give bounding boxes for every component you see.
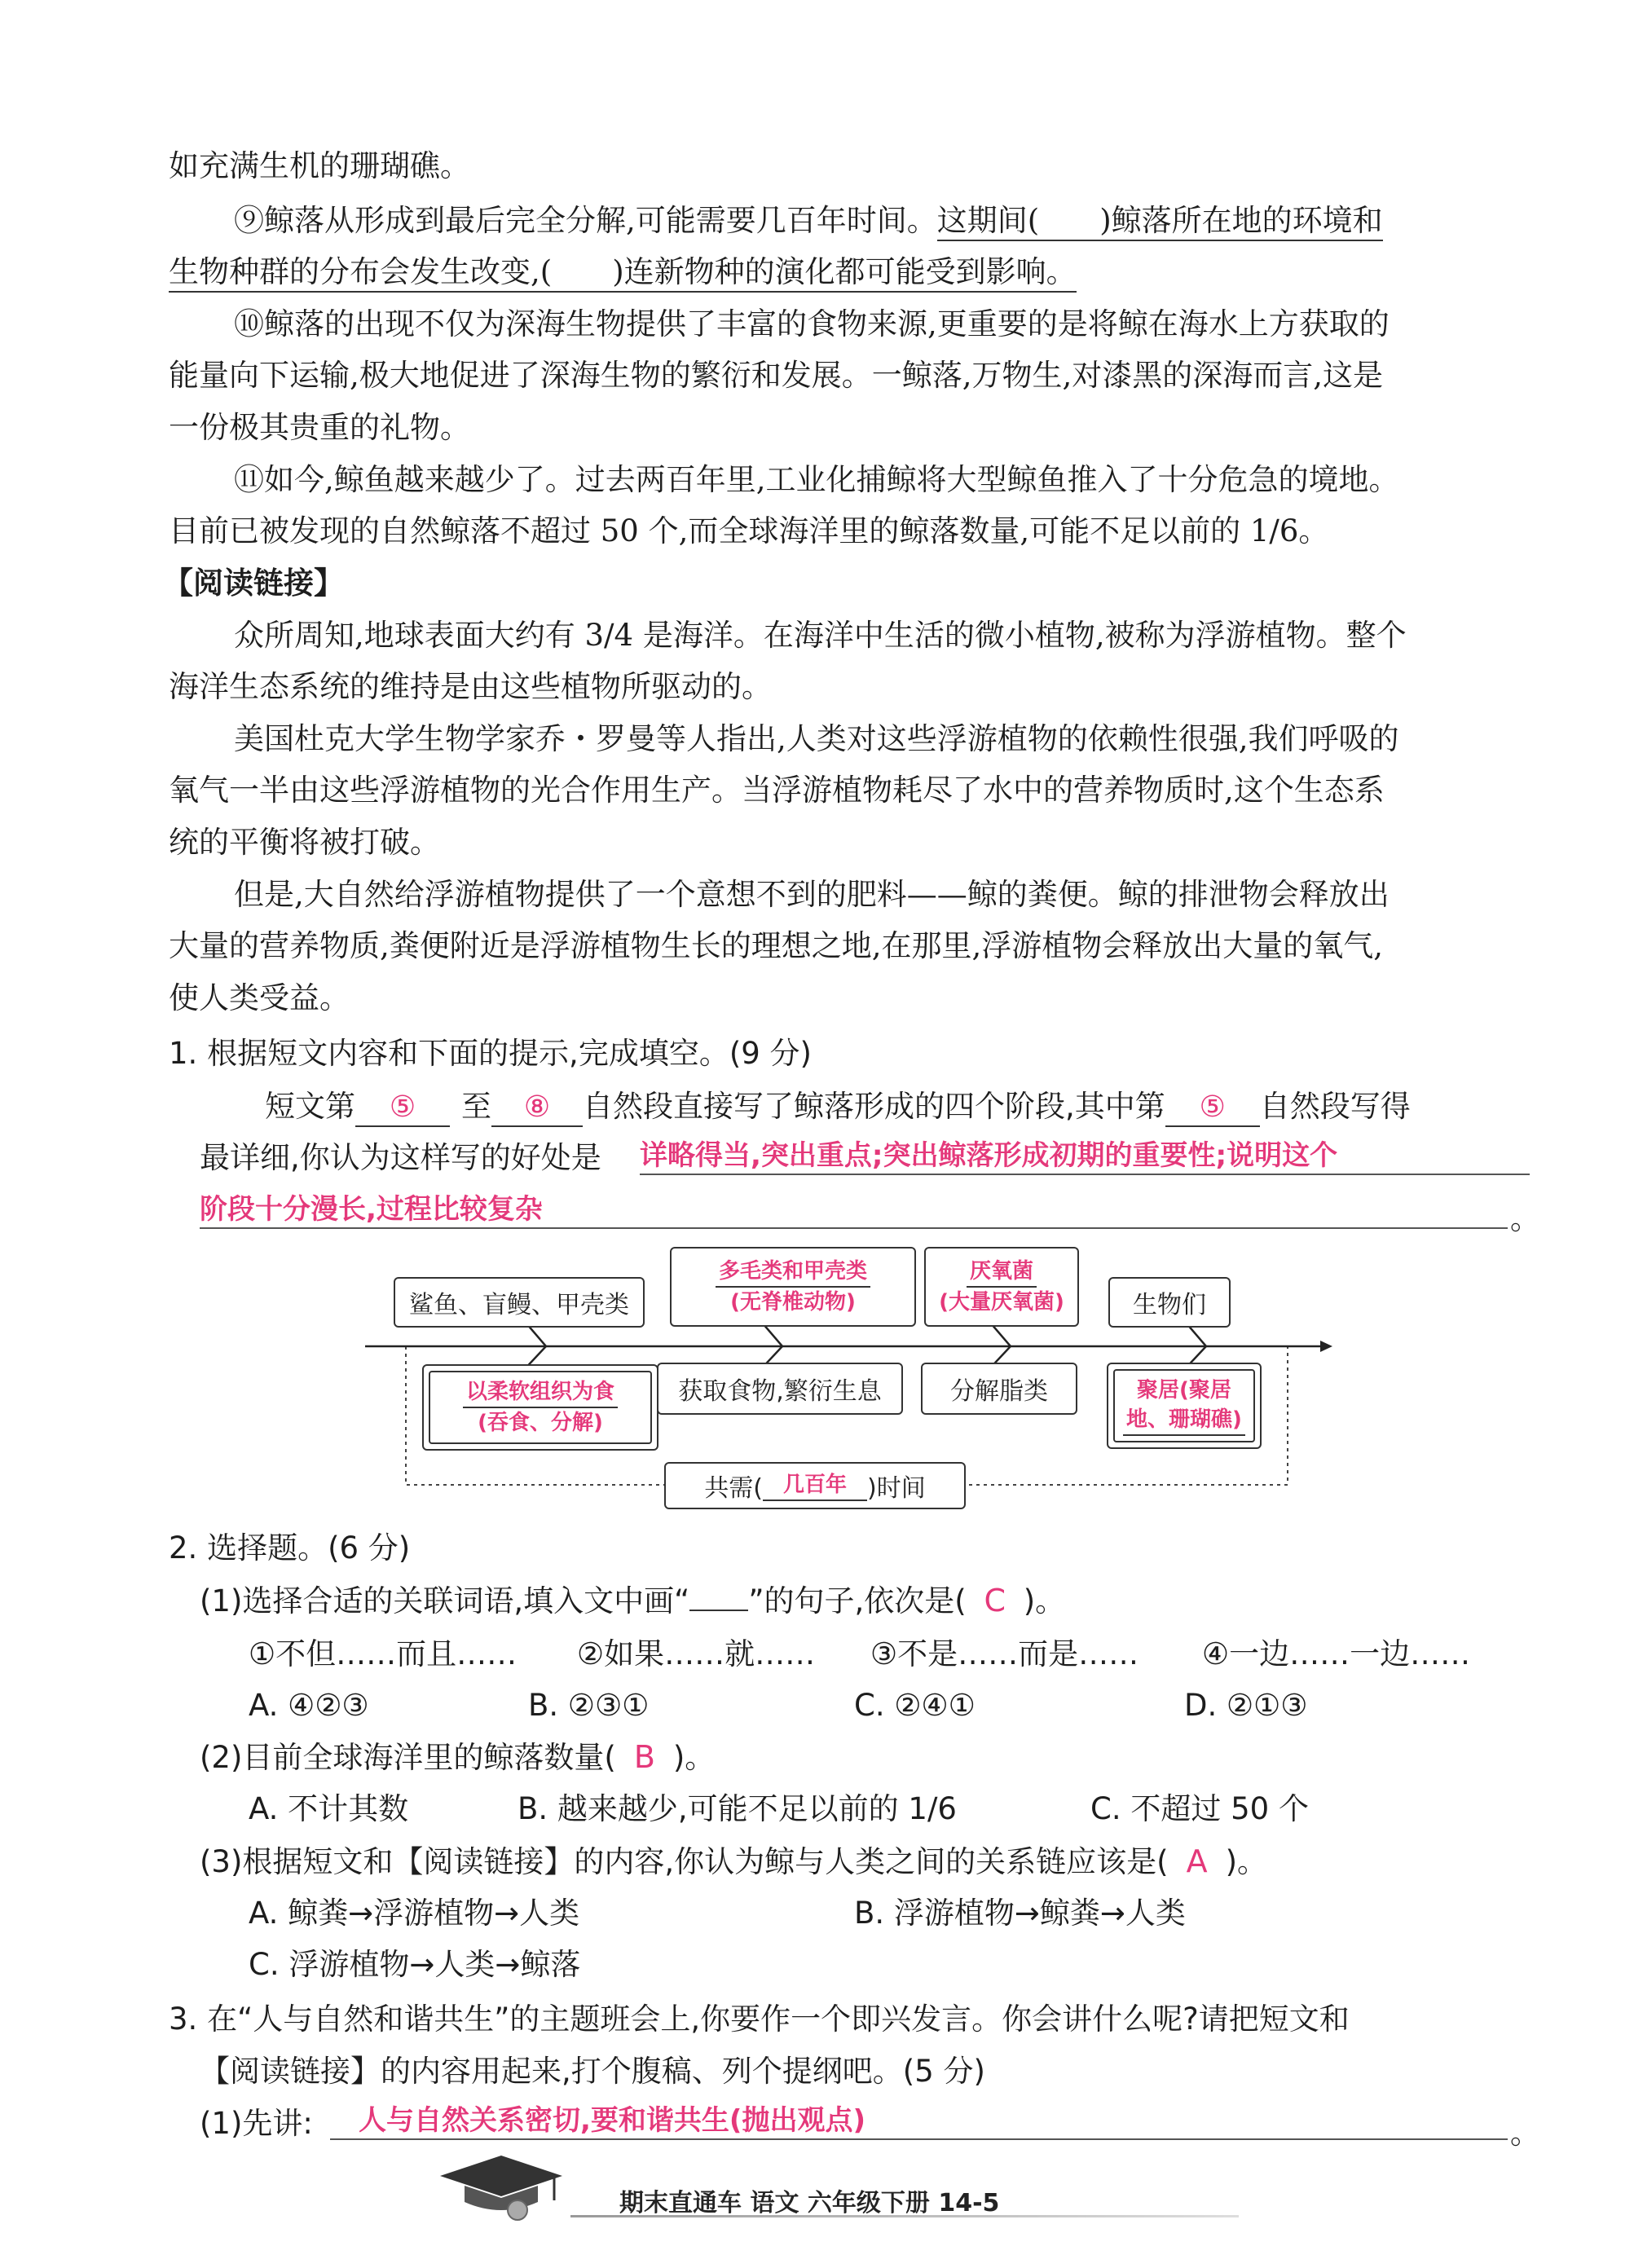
answer-underline (200, 1227, 1508, 1229)
q2-2-answer[interactable]: B (633, 1739, 655, 1775)
total-time-answer: 几百年 (763, 1470, 867, 1501)
q2-1-choice-b[interactable]: B. ②③① (528, 1688, 650, 1723)
bottom-box-settle: 聚居(聚居 地、珊瑚礁) (1107, 1363, 1262, 1449)
top-box-polychaetes: 多毛类和甲壳类 (无脊椎动物) (670, 1247, 916, 1327)
q2-1-option-4: ④一边……一边…… (1202, 1636, 1471, 1671)
q2-2-choice-a[interactable]: A. 不计其数 (249, 1791, 409, 1826)
bottom-box-feeding: 获取食物,繁衍生息 (657, 1363, 903, 1415)
answer-underline (640, 1174, 1530, 1175)
answer-blank[interactable]: ⑧ (491, 1090, 583, 1127)
paragraph-9-line1: ⑨鲸落从形成到最后完全分解,可能需要几百年时间。这期间( )鲸落所在地的环境和 (234, 198, 1383, 244)
top-box-anaerobes: 厌氧菌 (大量厌氧菌) (924, 1247, 1079, 1327)
q1-answer-line2: 阶段十分漫长,过程比较复杂 (200, 1193, 543, 1226)
q1-line2: 最详细,你认为这样写的好处是 (200, 1140, 601, 1175)
link-para3-line1: 但是,大自然给浮游植物提供了一个意想不到的肥料——鲸的粪便。鲸的排泄物会释放出 (234, 877, 1390, 912)
answer-blank[interactable]: ⑤ (1165, 1090, 1260, 1127)
underlined-sentence: 这期间( )鲸落所在地的环境和 (937, 203, 1383, 241)
paragraph-10-line1: ⑩鲸落的出现不仅为深海生物提供了丰富的食物来源,更重要的是将鲸在海水上方获取的 (234, 306, 1390, 341)
paragraph-10-line2: 能量向下运输,极大地促进了深海生物的繁衍和发展。一鲸落,万物生,对漆黑的深海而言,这是 (169, 358, 1384, 393)
q2-2-choice-c[interactable]: C. 不超过 50 个 (1090, 1791, 1309, 1826)
q3-answer: 人与自然关系密切,要和谐共生(抛出观点) (359, 2104, 865, 2137)
paragraph-9-line2 (169, 249, 1077, 295)
q3-sub1-label: (1)先讲: (200, 2106, 313, 2141)
reading-link-heading: 【阅读链接】 (163, 566, 344, 601)
q3-period: 。 (1510, 2116, 1540, 2151)
paragraph-11-line1: ⑪如今,鲸鱼越来越少了。过去两百年里,工业化捕鲸将大型鲸鱼推入了十分危急的境地。 (234, 462, 1399, 497)
q2-1-option-2: ②如果……就…… (577, 1636, 816, 1671)
footer-text: 期末直通车 语文 六年级下册 14-5 (619, 2189, 1000, 2217)
q2-3-choice-b[interactable]: B. 浮游植物→鲸粪→人类 (854, 1896, 1186, 1931)
q2-1-answer[interactable]: C (984, 1583, 1006, 1618)
link-para3-line3: 使人类受益。 (169, 980, 350, 1015)
q2-sub1: (1)选择合适的关联词语,填入文中画“ ”的句子,依次是( C )。 (200, 1578, 1065, 1624)
q1-period: 。 (1510, 1201, 1540, 1236)
link-para1-line1: 众所周知,地球表面大约有 3/4 是海洋。在海洋中生活的微小植物,被称为浮游植物。整个 (234, 618, 1407, 653)
link-para1-line2: 海洋生态系统的维持是由这些植物所驱动的。 (169, 669, 772, 704)
paragraph-11-line2: 目前已被发现的自然鲸落不超过 50 个,而全球海洋里的鲸落数量,可能不足以前的 1/6。 (169, 513, 1329, 548)
passage-line: 如充满生机的珊瑚礁。 (169, 148, 470, 183)
answer-blank[interactable]: ⑤ (355, 1090, 450, 1127)
q2-1-option-1: ①不但……而且…… (249, 1636, 518, 1671)
q1-title: 1. 根据短文内容和下面的提示,完成填空。(9 分) (169, 1036, 812, 1071)
top-box-scavengers: 鲨鱼、盲鳗、甲壳类 (394, 1277, 645, 1328)
q2-1-option-3: ③不是……而是…… (870, 1636, 1139, 1671)
underlined-sentence: 生物种群的分布会发生改变,( )连新物种的演化都可能受到影响。 (169, 254, 1077, 293)
q1-line1: 短文第 ⑤ 至 ⑧ 自然段直接写了鲸落形成的四个阶段,其中第 ⑤ 自然段写得 (265, 1084, 1411, 1130)
q2-1-choice-c[interactable]: C. ②④① (854, 1688, 976, 1723)
q2-2-choice-b[interactable]: B. 越来越少,可能不足以前的 1/6 (518, 1791, 957, 1826)
link-para2-line2: 氧气一半由这些浮游植物的光合作用生产。当浮游植物耗尽了水中的营养物质时,这个生态系 (169, 773, 1385, 808)
link-para2-line1: 美国杜克大学生物学家乔・罗曼等人指出,人类对这些浮游植物的依赖性很强,我们呼吸的 (234, 721, 1399, 756)
total-time-box: 共需( 几百年 )时间 (664, 1462, 966, 1509)
q2-3-choice-c[interactable]: C. 浮游植物→人类→鲸落 (249, 1947, 581, 1982)
top-box-organisms: 生物们 (1108, 1277, 1231, 1328)
q2-title: 2. 选择题。(6 分) (169, 1530, 411, 1566)
link-para2-line3: 统的平衡将被打破。 (169, 825, 440, 860)
q2-1-choice-d[interactable]: D. ②①③ (1184, 1688, 1308, 1723)
timeline-arrowhead (1320, 1341, 1332, 1352)
paragraph-10-line3: 一份极其贵重的礼物。 (169, 410, 470, 445)
q2-sub2: (2)目前全球海洋里的鲸落数量( B )。 (200, 1734, 715, 1781)
bottom-box-lipids: 分解脂类 (921, 1363, 1077, 1415)
bottom-box-soft-tissue: 以柔软组织为食 (吞食、分解) (422, 1364, 658, 1451)
link-para3-line2: 大量的营养物质,粪便附近是浮游植物生长的理想之地,在那里,浮游植物会释放出大量的氧气, (169, 928, 1384, 963)
q3-title-line1: 3. 在“人与自然和谐共生”的主题班会上,你要作一个即兴发言。你会讲什么呢?请把短文和 (169, 2002, 1350, 2037)
graduation-cap-icon (424, 2151, 570, 2225)
q2-3-answer[interactable]: A (1186, 1843, 1208, 1879)
q2-3-choice-a[interactable]: A. 鲸粪→浮游植物→人类 (249, 1896, 580, 1931)
q2-sub3: (3)根据短文和【阅读链接】的内容,你认为鲸与人类之间的关系链应该是( A )。 (200, 1839, 1267, 1885)
answer-underline (330, 2138, 1508, 2140)
q3-title-line2: 【阅读链接】的内容用起来,打个腹稿、列个提纲吧。(5 分) (200, 2054, 985, 2089)
q1-answer-line1: 详略得当,突出重点;突出鲸落形成初期的重要性;说明这个 (640, 1139, 1338, 1172)
q2-1-choice-a[interactable]: A. ④②③ (249, 1688, 369, 1723)
